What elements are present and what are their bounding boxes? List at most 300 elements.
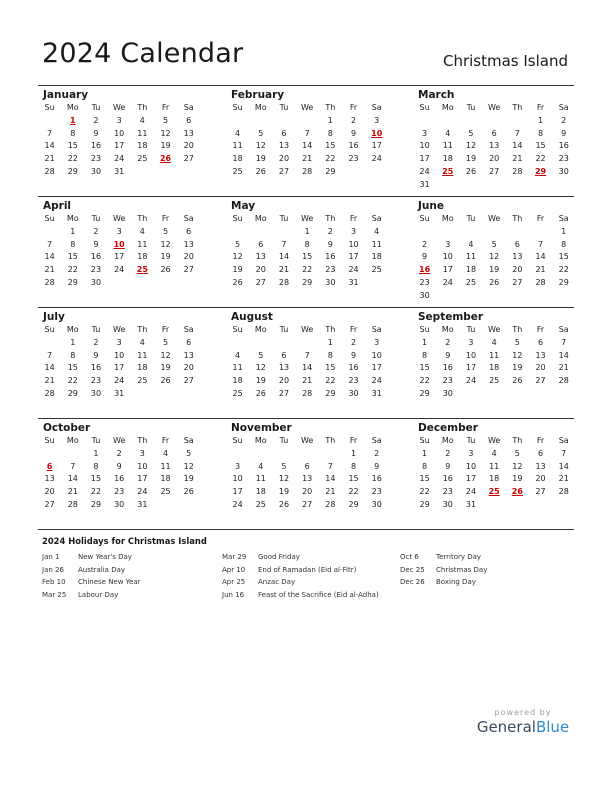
brand-name-general: General — [476, 718, 536, 736]
day-cell: 29 — [302, 277, 313, 287]
day-cell: 4 — [491, 448, 497, 458]
day-cell: 7 — [327, 461, 333, 471]
weekday-header: Sa — [183, 325, 194, 334]
day-cell: 22 — [67, 265, 78, 275]
day-cell: 2 — [445, 448, 451, 458]
day-cell — [319, 448, 342, 461]
day-cell — [272, 337, 295, 350]
weekday-header: Tu — [279, 436, 289, 445]
day-cell — [342, 166, 365, 179]
holiday-item — [42, 589, 141, 602]
holiday-item — [222, 576, 379, 589]
day-cell — [131, 166, 154, 179]
day-cell: 14 — [512, 141, 523, 151]
weekday-header: We — [300, 325, 314, 334]
weekday-header: Sa — [371, 436, 382, 445]
day-cell — [154, 388, 177, 401]
day-cell: 21 — [512, 154, 523, 164]
day-cell: 28 — [44, 166, 55, 176]
day-cell: 17 — [348, 252, 359, 262]
day-cell: 11 — [232, 141, 243, 151]
day-cell: 18 — [232, 376, 243, 386]
day-cell: 30 — [348, 388, 359, 398]
day-cell: 13 — [44, 474, 55, 484]
weekday-header: Su — [232, 436, 243, 445]
day-cell: 26 — [232, 277, 243, 287]
day-cell: 1 — [70, 226, 76, 236]
day-cell: 19 — [512, 363, 523, 373]
day-cell: 13 — [512, 252, 523, 262]
weekday-header: Tu — [466, 325, 476, 334]
day-cell: 29 — [419, 499, 430, 509]
day-cell: 3 — [445, 239, 451, 249]
day-cell: 11 — [232, 363, 243, 373]
day-cell: 5 — [162, 226, 169, 236]
holiday-date: Mar 25 — [42, 590, 67, 599]
day-cell: 22 — [325, 376, 336, 386]
day-cell: 27 — [535, 487, 546, 497]
day-cell: 10 — [419, 141, 430, 151]
month-november — [226, 421, 386, 512]
day-cell — [296, 448, 319, 461]
day-cell: 28 — [512, 166, 523, 176]
day-cell — [506, 179, 529, 192]
day-cell: 6 — [514, 239, 520, 249]
day-cell: 5 — [162, 337, 169, 347]
day-cell — [249, 337, 272, 350]
weekday-header: Th — [325, 214, 336, 223]
page-title: 2024 Calendar — [42, 38, 244, 69]
day-cell: 12 — [278, 474, 290, 484]
holiday-day-cell: 29 — [534, 166, 547, 176]
day-cell: 20 — [512, 265, 523, 275]
day-cell — [459, 115, 482, 128]
day-cell — [131, 277, 154, 290]
day-cell: 19 — [512, 474, 523, 484]
weekday-header: Fr — [349, 214, 358, 223]
month-august — [226, 310, 386, 401]
day-cell — [506, 290, 529, 303]
weekday-header: Tu — [466, 436, 476, 445]
month-days-grid — [38, 213, 198, 290]
day-cell — [177, 277, 200, 290]
weekday-header: We — [112, 325, 126, 334]
day-cell: 7 — [47, 128, 53, 138]
day-cell — [272, 226, 295, 239]
day-cell — [61, 448, 84, 461]
holiday-day-cell: 10 — [371, 128, 383, 138]
holiday-day-cell: 16 — [419, 265, 431, 275]
day-cell: 29 — [67, 277, 78, 287]
day-cell: 21 — [67, 487, 78, 497]
day-cell: 30 — [419, 290, 430, 300]
day-cell: 31 — [114, 388, 125, 398]
day-cell: 10 — [114, 128, 125, 138]
day-cell: 9 — [374, 461, 380, 471]
day-cell: 6 — [281, 128, 287, 138]
day-cell: 19 — [489, 265, 500, 275]
weekday-header: Sa — [558, 214, 569, 223]
holiday-day-cell: 26 — [511, 487, 523, 497]
day-cell: 31 — [371, 388, 382, 398]
day-cell: 17 — [232, 487, 243, 497]
powered-by-text: powered by — [494, 708, 552, 717]
day-cell: 5 — [258, 128, 264, 138]
day-cell: 30 — [90, 277, 102, 287]
day-cell: 5 — [281, 461, 287, 471]
day-cell: 23 — [348, 154, 359, 164]
day-cell: 9 — [350, 350, 357, 360]
day-cell: 18 — [489, 474, 500, 484]
day-cell: 3 — [422, 128, 428, 138]
day-cell: 25 — [255, 499, 266, 509]
weekday-header: Th — [137, 436, 148, 445]
holiday-name: Territory Day — [436, 553, 482, 561]
day-cell: 1 — [327, 115, 333, 125]
day-cell: 7 — [47, 239, 53, 249]
weekday-header: Fr — [349, 103, 358, 112]
day-cell: 23 — [442, 376, 453, 386]
holiday-date: Mar 29 — [222, 553, 247, 561]
day-cell: 8 — [327, 128, 333, 138]
weekday-header: Th — [512, 325, 523, 334]
month-days-grid — [38, 435, 198, 512]
day-cell: 20 — [489, 154, 500, 164]
day-cell: 5 — [235, 239, 241, 249]
day-cell: 13 — [278, 363, 290, 373]
day-cell: 27 — [255, 277, 266, 287]
country-name: Christmas Island — [442, 52, 568, 70]
holiday-item — [400, 576, 487, 589]
day-cell: 22 — [419, 487, 430, 497]
day-cell — [413, 115, 436, 128]
quarter-row — [38, 196, 574, 307]
weekday-header: Th — [512, 214, 523, 223]
day-cell — [436, 226, 459, 239]
day-cell: 7 — [514, 128, 520, 138]
day-cell — [483, 388, 506, 401]
day-cell: 24 — [348, 265, 359, 275]
day-cell: 23 — [114, 487, 125, 497]
day-cell: 21 — [44, 265, 55, 275]
day-cell: 21 — [325, 487, 336, 497]
month-name: August — [231, 311, 273, 323]
day-cell — [506, 499, 529, 512]
holiday-date: Dec 25 — [400, 565, 425, 574]
day-cell: 24 — [465, 376, 477, 386]
day-cell: 21 — [558, 474, 569, 484]
weekday-header: Th — [325, 436, 336, 445]
day-cell — [296, 115, 319, 128]
day-cell: 20 — [302, 487, 313, 497]
day-cell: 10 — [465, 461, 477, 471]
weekday-header: Mo — [441, 325, 454, 334]
month-days-grid — [413, 435, 573, 512]
day-cell: 1 — [537, 115, 544, 125]
holiday-name: Labour Day — [78, 590, 119, 599]
day-cell: 13 — [535, 461, 546, 471]
day-cell: 14 — [302, 141, 313, 151]
holiday-date: Jan 1 — [42, 553, 60, 561]
holiday-column — [400, 551, 487, 589]
month-july — [38, 310, 198, 401]
holiday-item — [42, 576, 141, 589]
day-cell: 11 — [489, 461, 500, 471]
day-cell — [249, 115, 272, 128]
holiday-day-cell: 10 — [113, 239, 125, 249]
quarter-row — [38, 85, 574, 196]
day-cell: 13 — [535, 350, 546, 360]
day-cell: 28 — [325, 499, 336, 509]
day-cell — [272, 448, 295, 461]
day-cell: 19 — [160, 363, 171, 373]
holiday-date: Oct 6 — [400, 553, 419, 561]
weekday-header: Fr — [161, 436, 170, 445]
day-cell: 2 — [374, 448, 380, 458]
day-cell: 3 — [139, 448, 145, 458]
month-days-grid — [38, 324, 198, 401]
day-cell: 4 — [374, 226, 380, 236]
day-cell: 18 — [442, 154, 453, 164]
month-name: February — [231, 89, 285, 101]
day-cell: 3 — [116, 337, 122, 347]
day-cell: 15 — [67, 252, 78, 262]
day-cell: 27 — [278, 388, 290, 398]
holiday-name: Anzac Day — [258, 578, 296, 586]
day-cell: 5 — [258, 350, 264, 360]
day-cell: 27 — [183, 154, 194, 164]
day-cell — [177, 388, 200, 401]
day-cell: 17 — [465, 363, 477, 373]
day-cell: 15 — [325, 141, 336, 151]
day-cell: 8 — [350, 461, 357, 471]
day-cell: 13 — [255, 252, 266, 262]
month-october — [38, 421, 198, 512]
weekday-header: Mo — [441, 103, 454, 112]
day-cell: 14 — [44, 252, 55, 262]
day-cell — [552, 179, 575, 192]
day-cell: 27 — [278, 166, 290, 176]
day-cell: 6 — [537, 337, 544, 347]
day-cell: 5 — [162, 115, 169, 125]
day-cell: 27 — [302, 499, 313, 509]
day-cell: 7 — [304, 128, 310, 138]
day-cell — [459, 388, 482, 401]
day-cell: 25 — [137, 154, 148, 164]
day-cell — [38, 115, 61, 128]
weekday-header: Su — [44, 436, 55, 445]
weekday-header: We — [300, 214, 314, 223]
day-cell: 9 — [93, 239, 99, 249]
day-cell — [529, 499, 552, 512]
day-cell: 23 — [419, 277, 430, 287]
day-cell: 31 — [419, 179, 430, 189]
weekday-header: Tu — [91, 436, 101, 445]
weekday-header: We — [487, 103, 501, 112]
day-cell: 20 — [535, 363, 546, 373]
weekday-header: Su — [419, 214, 430, 223]
day-cell: 1 — [422, 337, 428, 347]
holiday-date: Feb 10 — [42, 578, 66, 586]
day-cell: 16 — [442, 363, 453, 373]
day-cell: 5 — [514, 337, 520, 347]
weekday-header: Sa — [371, 214, 382, 223]
day-cell: 8 — [93, 461, 99, 471]
month-june — [413, 199, 573, 303]
weekday-header: Mo — [441, 436, 454, 445]
day-cell: 28 — [302, 166, 313, 176]
day-cell: 22 — [325, 154, 336, 164]
day-cell: 28 — [558, 376, 569, 386]
day-cell: 8 — [70, 239, 76, 249]
day-cell: 4 — [139, 115, 145, 125]
day-cell: 3 — [468, 337, 474, 347]
day-cell: 22 — [348, 487, 359, 497]
day-cell: 3 — [235, 461, 241, 471]
day-cell: 4 — [235, 128, 241, 138]
holiday-name: Good Friday — [258, 553, 300, 561]
month-march — [413, 88, 573, 192]
day-cell: 1 — [327, 337, 333, 347]
day-cell — [226, 226, 249, 239]
day-cell: 8 — [70, 128, 76, 138]
day-cell — [529, 388, 552, 401]
day-cell: 20 — [44, 487, 55, 497]
day-cell: 17 — [114, 141, 125, 151]
day-cell: 15 — [348, 474, 359, 484]
day-cell: 9 — [327, 239, 333, 249]
month-name: June — [418, 200, 444, 212]
day-cell: 24 — [114, 154, 125, 164]
day-cell: 24 — [114, 265, 125, 275]
holiday-list — [42, 536, 582, 611]
weekday-header: Mo — [254, 103, 267, 112]
holiday-item — [42, 564, 141, 577]
weekday-header: Fr — [536, 103, 545, 112]
day-cell — [436, 179, 459, 192]
day-cell: 15 — [67, 363, 78, 373]
calendar-grid — [38, 85, 574, 530]
day-cell: 8 — [537, 128, 544, 138]
day-cell: 10 — [348, 239, 359, 249]
day-cell: 17 — [442, 265, 453, 275]
weekday-header: Mo — [66, 103, 79, 112]
day-cell: 25 — [137, 376, 148, 386]
day-cell: 29 — [90, 499, 102, 509]
day-cell: 6 — [186, 337, 192, 347]
month-name: April — [43, 200, 72, 212]
day-cell — [483, 179, 506, 192]
weekday-header: Mo — [254, 214, 267, 223]
weekday-header: Sa — [558, 325, 569, 334]
weekday-header: We — [487, 214, 501, 223]
weekday-header: Th — [512, 103, 523, 112]
day-cell: 4 — [162, 448, 169, 458]
month-name: October — [43, 422, 91, 434]
day-cell — [483, 226, 506, 239]
day-cell: 22 — [67, 154, 78, 164]
holiday-date: Dec 26 — [400, 578, 425, 586]
day-cell: 30 — [325, 277, 336, 287]
month-name: September — [418, 311, 484, 323]
weekday-header: Su — [419, 436, 430, 445]
day-cell: 6 — [281, 350, 287, 360]
day-cell: 24 — [465, 487, 477, 497]
day-cell — [529, 226, 552, 239]
weekday-header: We — [487, 325, 501, 334]
holiday-date: Apr 10 — [222, 565, 246, 574]
day-cell — [38, 337, 61, 350]
day-cell: 27 — [44, 499, 55, 509]
day-cell: 2 — [445, 337, 451, 347]
day-cell — [436, 290, 459, 303]
day-cell: 17 — [371, 363, 382, 373]
holiday-column — [42, 551, 141, 601]
day-cell: 30 — [442, 388, 453, 398]
weekday-header: Fr — [161, 103, 170, 112]
day-cell: 11 — [465, 252, 477, 262]
month-days-grid — [226, 213, 386, 290]
day-cell — [413, 226, 436, 239]
day-cell: 10 — [232, 474, 243, 484]
day-cell: 26 — [160, 376, 171, 386]
day-cell: 10 — [114, 350, 125, 360]
holiday-date: Jan 26 — [42, 565, 64, 574]
holiday-item — [400, 564, 487, 577]
holiday-date: Apr 25 — [222, 578, 246, 586]
day-cell: 2 — [327, 226, 333, 236]
weekday-header: Su — [44, 325, 55, 334]
holiday-date: Jun 16 — [222, 590, 245, 599]
day-cell: 14 — [535, 252, 546, 262]
day-cell: 1 — [70, 337, 76, 347]
day-cell: 6 — [258, 239, 264, 249]
holiday-list-title: 2024 Holidays for Christmas Island — [42, 536, 207, 546]
day-cell: 4 — [445, 128, 451, 138]
holiday-day-cell: 25 — [488, 487, 500, 497]
day-cell: 16 — [90, 363, 102, 373]
day-cell: 11 — [160, 461, 171, 471]
day-cell: 3 — [116, 115, 122, 125]
month-days-grid — [413, 213, 573, 303]
day-cell: 9 — [93, 128, 99, 138]
day-cell — [177, 166, 200, 179]
day-cell: 21 — [535, 265, 546, 275]
day-cell: 24 — [442, 277, 453, 287]
day-cell: 31 — [465, 499, 477, 509]
day-cell — [177, 499, 200, 512]
day-cell: 19 — [278, 487, 290, 497]
day-cell: 28 — [67, 499, 78, 509]
day-cell: 1 — [422, 448, 428, 458]
weekday-header: Mo — [66, 436, 79, 445]
day-cell: 9 — [350, 128, 357, 138]
day-cell: 25 — [489, 376, 500, 386]
month-february — [226, 88, 386, 179]
month-name: January — [43, 89, 89, 101]
holiday-item — [222, 564, 379, 577]
day-cell — [506, 226, 529, 239]
day-cell: 24 — [114, 376, 125, 386]
weekday-header: Mo — [254, 325, 267, 334]
day-cell: 2 — [350, 115, 357, 125]
month-days-grid — [226, 435, 386, 512]
weekday-header: We — [300, 436, 314, 445]
brand-logo[interactable] — [476, 708, 570, 736]
day-cell: 19 — [160, 252, 171, 262]
day-cell: 28 — [558, 487, 569, 497]
day-cell: 18 — [160, 474, 171, 484]
